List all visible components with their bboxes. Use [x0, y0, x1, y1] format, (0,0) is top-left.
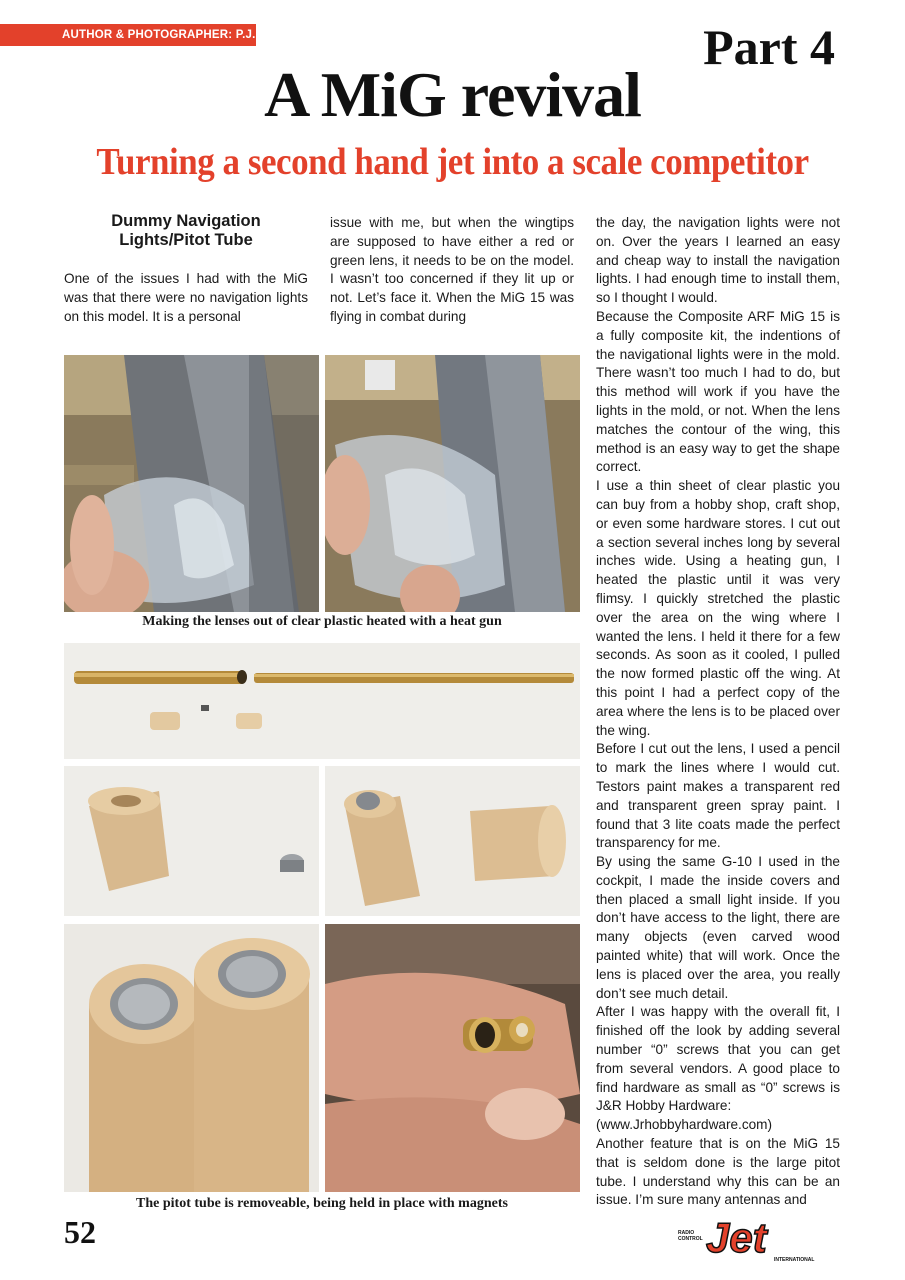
photo-wing-plastic-1	[64, 355, 319, 612]
photo-pitot-tube-fingers-image	[325, 924, 580, 1192]
svg-text:CONTROL: CONTROL	[678, 1236, 703, 1242]
svg-text:INTERNATIONAL: INTERNATIONAL	[774, 1257, 815, 1263]
paragraph: issue with me, but when the wingtips are supposed to have either a red or green lens, it needs to be on the model. I wasn’t too concerned if they lit up or not. Let’s face it. When the MiG 15 was flying in combat during	[330, 215, 574, 324]
paragraph: (www.Jrhobbyhardware.com)	[596, 1117, 773, 1133]
paragraph: Before I cut out the lens, I used a pencil to mark the lines where I would cut. Testors paint makes a transparent red and transparent green spray paint. I found that 3 lite coats made the perfect transparency for me.	[596, 741, 840, 851]
jet-logo-icon	[676, 1214, 826, 1264]
svg-text:RADIO: RADIO	[678, 1230, 695, 1236]
column-3	[596, 214, 840, 1210]
author-name: P.J. ASH	[62, 29, 256, 63]
paragraph: Because the Composite ARF MiG 15 is a fully composite kit, the indentions of the navigational lights were in the mold. There wasn’t too much I had to do, but this method will work if you have the lights in the mold, or not. When the lens matches the contour of the wing, this method is an easy way to get the shape correct.	[596, 308, 840, 475]
photo-brass-tubes-image	[64, 643, 580, 759]
photo-wing-plastic-1-image	[64, 355, 319, 612]
paragraph: Another feature that is on the MiG 15 that is seldom done is the large pitot tube. I understand why this can be an issue. I’m sure many antennas and	[596, 1136, 840, 1208]
section-heading: Dummy Navigation Lights/Pitot Tube	[111, 212, 261, 249]
photo-plug-magnet-apart	[64, 766, 319, 916]
paragraph: the day, the navigation lights were not on. Over the years I learned an easy and cheap way to install the navigation lights. I had enough time to install them, so I thought I would.	[596, 215, 840, 306]
photo-wing-plastic-2	[325, 355, 580, 612]
paragraph: By using the same G-10 I used in the cockpit, I made the inside covers and then placed a small light inside. If you don’t have access to the light, there are many objects (even carved wood painted white) that will work. Once the lens is placed over the area, you really don’t see much detail.	[596, 854, 840, 1001]
caption-pitot: The pitot tube is removeable, being held in place with magnets	[136, 1196, 508, 1211]
photo-plug-magnet-inserted	[325, 766, 580, 916]
article-subtitle: Turning a second hand jet into a scale competitor	[96, 141, 809, 183]
photo-brass-tubes	[64, 643, 580, 759]
column-1	[64, 212, 308, 326]
page-number: 52	[64, 1214, 96, 1250]
photo-two-plugs-magnets	[64, 924, 319, 1192]
article-title: A MiG revival	[264, 59, 641, 130]
paragraph: After I was happy with the overall fit, I finished off the look by adding several number “0” screws that you can get from several vendors. A good place to find hardware as small as “0” screws is J&R Hobby Hardware:	[596, 1004, 840, 1114]
photo-plug-magnet-apart-image	[64, 766, 319, 916]
author-credit-bar	[0, 24, 256, 63]
photo-wing-plastic-2-image	[325, 355, 580, 612]
caption-lenses: Making the lenses out of clear plastic heated with a heat gun	[142, 614, 502, 629]
column-2	[330, 214, 574, 327]
photo-pitot-tube-fingers	[325, 924, 580, 1192]
paragraph: I use a thin sheet of clear plastic you can buy from a hobby shop, craft shop, or even some hardware stores. I cut out a section several inches long by several inches wide. Using a heating gun, I heated the plastic until it was very flimsy. I quickly stretched the plastic over the area on the wing where I wanted the lens. I held it there for a few seconds. As soon as it cooled, I pulled the now formed plastic off the wing. At this point I had a perfect copy of the area where the lens is to be placed over the wing.	[596, 478, 840, 738]
part-number: Part 4	[703, 19, 835, 75]
jet-magazine-logo	[676, 1214, 826, 1264]
paragraph: One of the issues I had with the MiG was that there were no navigation lights on this model. It is a personal	[64, 271, 308, 324]
photo-plug-magnet-inserted-image	[325, 766, 580, 916]
author-label: AUTHOR & PHOTOGRAPHER:	[62, 29, 233, 41]
svg-text:Jet: Jet	[706, 1214, 767, 1261]
photo-two-plugs-magnets-image	[64, 924, 319, 1192]
